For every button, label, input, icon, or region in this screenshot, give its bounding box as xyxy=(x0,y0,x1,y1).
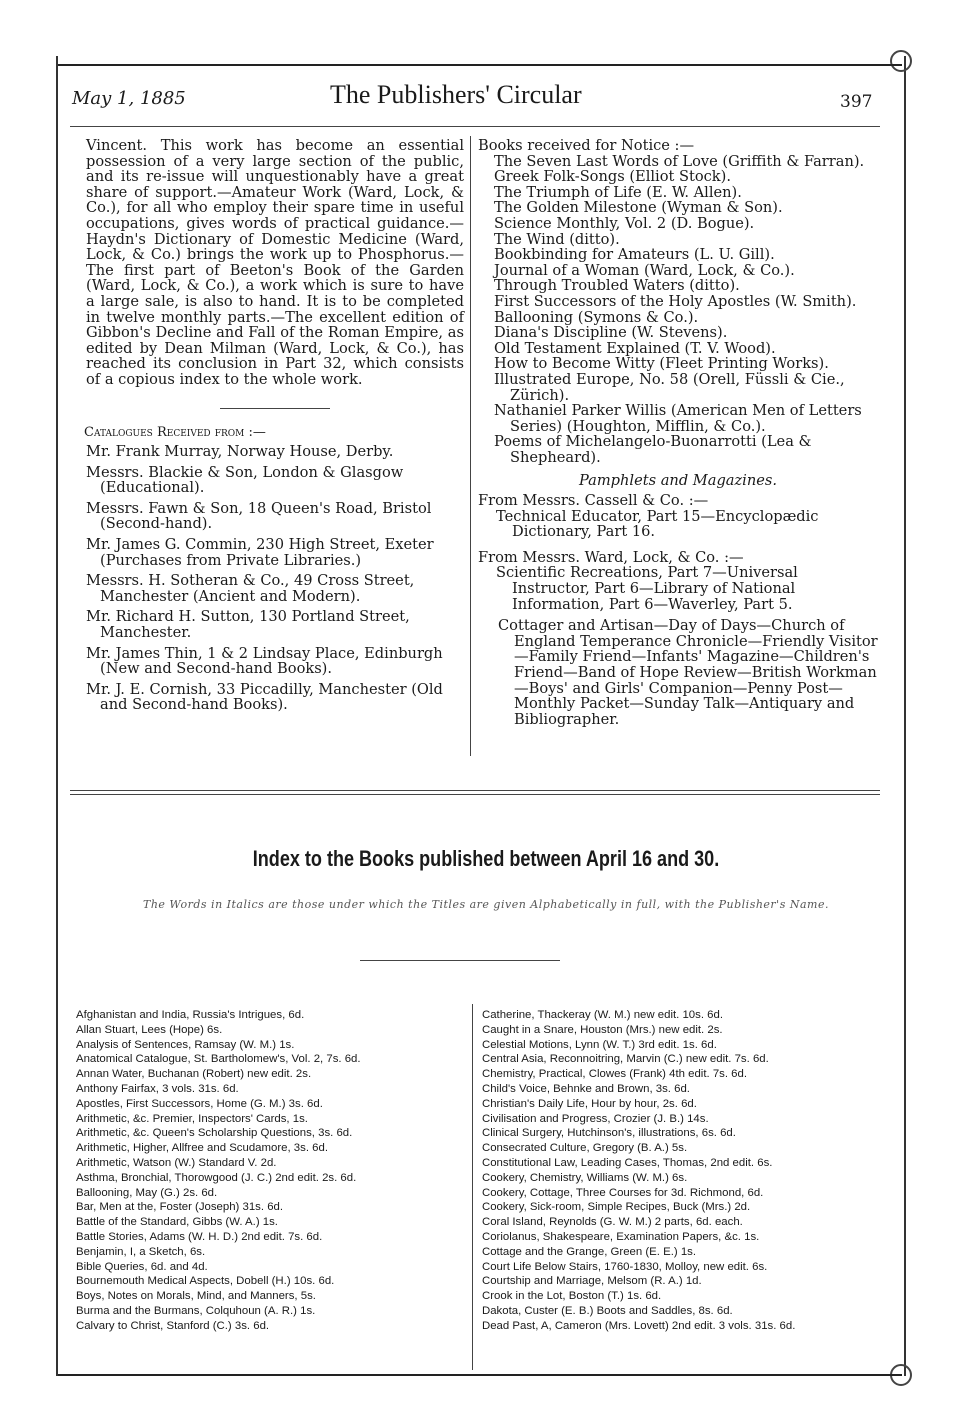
page-number: 397 xyxy=(840,92,873,112)
index-entry: Cottage and the Grange, Green (E. E.) 1s. xyxy=(482,1245,697,1258)
index-entry: Arithmetic, &c. Queen's Scholarship Questions, 3s. 6d. xyxy=(76,1127,353,1140)
index-entry: Courtship and Marriage, Melsom (R. A.) 1d. xyxy=(482,1275,702,1288)
book-item: The Golden Milestone (Wyman & Son). xyxy=(494,199,783,217)
index-divider xyxy=(360,960,560,961)
catalogue-item: Mr. James G. Commin, 230 High Street, Exeter (Purchases from Private Libraries.) xyxy=(86,536,434,569)
book-item: Diana's Discipline (W. Stevens). xyxy=(494,324,728,342)
book-item: Poems of Michelangelo-Buonarrotti (Lea & Shepheard). xyxy=(494,433,812,466)
index-entry: Annan Water, Buchanan (Robert) new edit. 2s. xyxy=(76,1068,312,1081)
book-item: Greek Folk-Songs (Elliot Stock). xyxy=(494,168,731,186)
section-rule xyxy=(70,790,880,791)
index-entry: Court Life Below Stairs, 1760-1830, Molloy, new edit. 6s. xyxy=(482,1260,768,1273)
index-entry: Dead Past, A, Cameron (Mrs. Lovett) 2nd edit. 3 vols. 31s. 6d. xyxy=(482,1319,796,1332)
index-entry: Analysis of Sentences, Ramsay (W. M.) 1s. xyxy=(76,1038,295,1051)
index-entry: Cookery, Sick-room, Simple Recipes, Buck (Mrs.) 2d. xyxy=(482,1201,751,1214)
index-title: Index to the Books published between April 16 and 30. xyxy=(252,846,720,871)
catalogue-item: Messrs. H. Sotheran & Co., 49 Cross Street, Manchester (Ancient and Modern). xyxy=(86,572,415,605)
index-entry: Battle Stories, Adams (W. H. D.) 2nd edit. 7s. 6d. xyxy=(76,1230,323,1243)
index-entry: Consecrated Culture, Gregory (B. A.) 5s. xyxy=(482,1142,688,1155)
issue-date: May 1, 1885 xyxy=(72,88,186,109)
book-item: Science Monthly, Vol. 2 (D. Bogue). xyxy=(494,214,755,232)
index-entry: Allan Stuart, Lees (Hope) 6s. xyxy=(76,1023,223,1036)
cassell-heading: From Messrs. Cassell & Co. :— xyxy=(478,492,709,510)
right-column xyxy=(478,138,878,727)
book-item: Illustrated Europe, No. 58 (Orell, Füssli & Cie., Zürich). xyxy=(494,370,845,404)
book-item: Old Testament Explained (T. V. Wood). xyxy=(494,339,776,357)
index-entry: Clinical Surgery, Hutchinson's, illustrations, 6s. 6d. xyxy=(482,1127,736,1140)
catalogues-title: Catalogues Received from :— xyxy=(84,424,266,440)
index-entry: Catherine, Thackeray (W. M.) new edit. 10s. 6d. xyxy=(482,1009,723,1021)
index-entry: Chemistry, Practical, Clowes (Frank) 4th edit. 7s. 6d. xyxy=(482,1068,748,1081)
ward-heading: From Messrs. Ward, Lock, & Co. :— xyxy=(478,548,744,566)
top-rule xyxy=(58,64,902,66)
index-entry: Battle of the Standard, Gibbs (W. A.) 1s. xyxy=(76,1216,278,1229)
left-column xyxy=(86,138,464,718)
index-entry: Central Asia, Reconnoitring, Marvin (C.) new edit. 7s. 6d. xyxy=(482,1053,769,1066)
book-item: First Successors of the Holy Apostles (W. Smith). xyxy=(494,292,857,310)
cassell-item: Technical Educator, Part 15—Encyclopædic Dictionary, Part 16. xyxy=(496,507,819,541)
index-entry: Constitutional Law, Leading Cases, Thomas, 2nd edit. 6s. xyxy=(482,1156,773,1169)
index-entry: Benjamin, I, a Sketch, 6s. xyxy=(76,1245,206,1258)
book-item: The Seven Last Words of Love (Griffith & Farran). xyxy=(494,152,865,170)
index-entry: Bournemouth Medical Aspects, Dobell (H.) 10s. 6d. xyxy=(76,1275,335,1288)
section-divider xyxy=(220,408,330,409)
column-separator xyxy=(470,136,471,756)
index-entry: Coral Island, Reynolds (G. W. M.) 2 parts, 6d. each. xyxy=(482,1216,743,1229)
index-entry: Anthony Fairfax, 3 vols. 31s. 6d. xyxy=(76,1082,239,1095)
index-entry: Anatomical Catalogue, St. Bartholomew's, Vol. 2, 7s. 6d. xyxy=(76,1053,361,1066)
index-note: The Words in Italics are those under which the Titles are given Alphabetically in full, with the Publisher's Name. xyxy=(143,898,829,911)
index-entry: Civilisation and Progress, Crozier (J. B.) 14s. xyxy=(482,1112,709,1125)
catalogue-item: Mr. J. E. Cornish, 33 Piccadilly, Manchester (Old and Second-hand Books). xyxy=(86,680,443,714)
book-item: Through Troubled Waters (ditto). xyxy=(494,277,740,295)
index-entry: Asthma, Bronchial, Thorowgood (J. C.) 2nd edit. 2s. 6d. xyxy=(76,1171,357,1184)
index-entry: Dakota, Custer (E. B.) Boots and Saddles, 8s. 6d. xyxy=(482,1304,733,1317)
book-item: Nathaniel Parker Willis (American Men of Letters Series) (Houghton, Mifflin, & Co.). xyxy=(494,402,862,435)
index-entry: Afghanistan and India, Russia's Intrigues, 6d. xyxy=(76,1009,305,1021)
index-entry: Celestial Motions, Lynn (W. T.) 3rd edit. 1s. 6d. xyxy=(482,1038,717,1051)
book-item: Ballooning (Symons & Co.). xyxy=(494,308,699,326)
pamphlets-title: Pamphlets and Magazines. xyxy=(578,472,778,490)
index-entry: Apostles, First Successors, Home (G. M.) 3s. 6d. xyxy=(76,1097,323,1110)
index-entry: Caught in a Snare, Houston (Mrs.) new edit. 2s. xyxy=(482,1023,723,1036)
index-entry: Bible Queries, 6d. and 4d. xyxy=(76,1260,208,1273)
book-item: The Wind (ditto). xyxy=(494,230,620,248)
intro-paragraph: Vincent. This work has become an essential possession of a very large section of the public, and its re-issue will unquestionably have a great share of support.—Amateur Work (Ward, Lock, & Co.), for all who employ their spare time in useful occupations, gives words of practical guidance.—Haydn's Dictionary of Domestic Medicine (Ward, Lock, & Co.) brings the work up to Phosphorus.—The first part of Beeton's Book of the Garden (Ward, Lock, & Co.), a work which is sure to have a large sale, is also to hand. It is to be completed in twelve monthly parts.—The excellent edition of Gibbon's Decline and Fall of the Roman Empire, as edited by Dean Milman (Ward, Lock, & Co.), has reached its conclusion in Part 32, which consists of a copious index to the whole work. xyxy=(86,137,464,388)
index-entry: Child's Voice, Behnke and Brown, 3s. 6d. xyxy=(482,1082,690,1095)
index-entry: Calvary to Christ, Stanford (C.) 3s. 6d. xyxy=(76,1319,270,1332)
index-entry: Bar, Men at the, Foster (Joseph) 31s. 6d. xyxy=(76,1201,284,1214)
book-item: Journal of a Woman (Ward, Lock, & Co.). xyxy=(494,261,795,279)
index-entry: Arithmetic, &c. Premier, Inspectors' Cards, 1s. xyxy=(76,1112,308,1125)
index-entry: Cookery, Chemistry, Williams (W. M.) 6s. xyxy=(482,1171,688,1184)
index-entry: Burma and the Burmans, Colquhoun (A. R.) 1s. xyxy=(76,1304,316,1317)
section-rule-2 xyxy=(70,794,880,795)
book-item: The Triumph of Life (E. W. Allen). xyxy=(494,183,742,201)
corner-ornament-top-right xyxy=(890,50,912,72)
index-entry: Cookery, Cottage, Three Courses for 3d. Richmond, 6d. xyxy=(482,1186,764,1199)
page-title: The Publishers' Circular xyxy=(330,80,582,109)
index-entry: Coriolanus, Shakespeare, Examination Papers, &c. 1s. xyxy=(482,1230,760,1243)
bottom-rule xyxy=(58,1374,902,1376)
book-item: How to Become Witty (Fleet Printing Works). xyxy=(494,355,829,373)
index-entry: Ballooning, May (G.) 2s. 6d. xyxy=(76,1186,218,1199)
index-entry: Christian's Daily Life, Hour by hour, 2s. 6d. xyxy=(482,1097,697,1110)
index-entry: Crook in the Lot, Boston (T.) 1s. 6d. xyxy=(482,1290,662,1303)
index-entry: Boys, Notes on Morals, Mind, and Manners, 5s. xyxy=(76,1290,316,1303)
catalogue-item: Messrs. Blackie & Son, London & Glasgow (Educational). xyxy=(86,463,404,497)
books-title: Books received for Notice :— xyxy=(478,137,695,154)
book-item: Bookbinding for Amateurs (L. U. Gill). xyxy=(494,246,775,264)
ward-item-2: Cottager and Artisan—Day of Days—Church of England Temperance Chronicle—Friendly Visitor—Family Friend—Infants' Magazine—Children's Friend—Band of Hope Review—British Workman—Boys' and Girls' Companion—Penny Post—Monthly Packet—Sunday Talk—Antiquary and Bibliographer. xyxy=(498,617,878,728)
ward-item-1: Scientific Recreations, Part 7—Universal Instructor, Part 6—Library of National Information, Part 6—Waverley, Part 5. xyxy=(496,564,798,613)
index-entry: Arithmetic, Higher, Allfree and Scudamore, 3s. 6d. xyxy=(76,1142,328,1155)
catalogue-item: Mr. James Thin, 1 & 2 Lindsay Place, Edinburgh (New and Second-hand Books). xyxy=(86,644,443,678)
catalogue-item: Mr. Frank Murray, Norway House, Derby. xyxy=(86,443,394,461)
index-right-column xyxy=(482,1008,886,1334)
index-entry: Arithmetic, Watson (W.) Standard V. 2d. xyxy=(76,1156,277,1169)
catalogue-item: Messrs. Fawn & Son, 18 Queen's Road, Bristol (Second-hand). xyxy=(86,499,432,533)
header-rule xyxy=(70,126,880,127)
catalogue-item: Mr. Richard H. Sutton, 130 Portland Street, Manchester. xyxy=(86,608,410,642)
index-left-column xyxy=(76,1008,480,1334)
